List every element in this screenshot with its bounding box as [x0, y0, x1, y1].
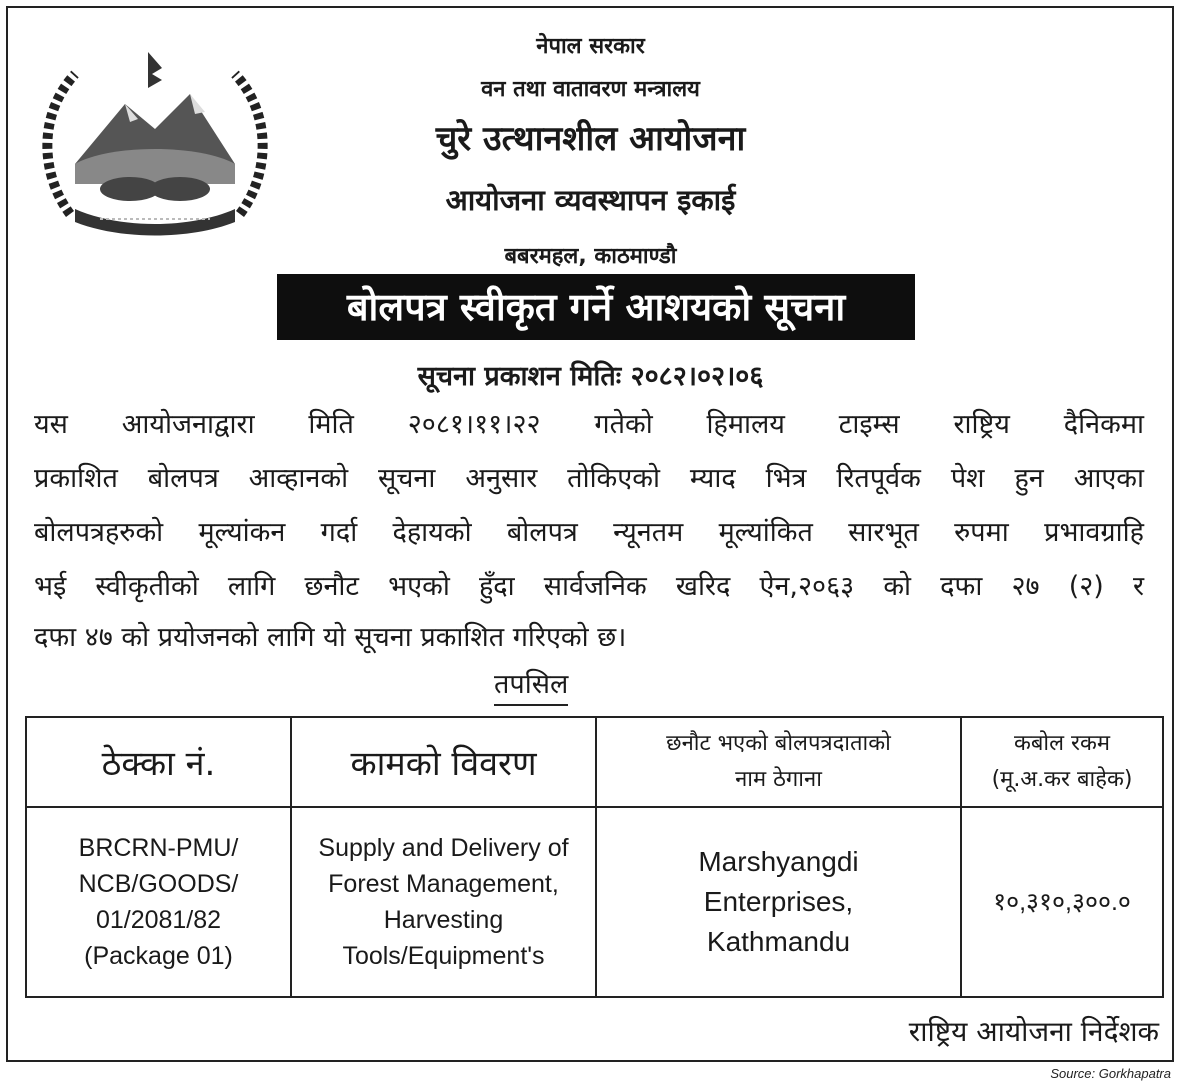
header-amount-line2: (मू.अ.कर बाहेक) — [991, 767, 1133, 792]
body-line: भई स्वीकृतीको लागि छनौट भएको हुँदा सार्वजनिक खरिद ऐन,२०६३ को दफा २७ (२) र — [34, 571, 1144, 602]
notice-title: बोलपत्र स्वीकृत गर्ने आशयको सूचना — [346, 285, 846, 329]
signatory-title: राष्ट्रिय आयोजना निर्देशक — [908, 1015, 1159, 1048]
cell-contract-no — [26, 807, 291, 997]
bidder-line: Enterprises, — [703, 886, 854, 917]
cell-description — [291, 807, 596, 997]
body-line: दफा ४७ को प्रयोजनको लागि यो सूचना प्रकाशित गरिएको छ। — [34, 622, 627, 653]
project-name: चुरे उत्थानशील आयोजना — [435, 119, 746, 159]
body-line: बोलपत्रहरुको मूल्यांकन गर्दा देहायको बोलपत्र न्यूनतम मूल्यांकित सारभूत रुपमा प्रभावग्राहि — [34, 517, 1144, 548]
header-description: कामको विवरण — [291, 717, 596, 807]
body-line: प्रकाशित बोलपत्र आव्हानको सूचना अनुसार तोकिएको म्याद भित्र रितपूर्वक पेश हुन आएका — [34, 463, 1144, 494]
unit-name: आयोजना व्यवस्थापन इकाई — [445, 183, 736, 217]
office-address: बबरमहल, काठमाण्डौ — [504, 244, 677, 269]
bidder-line: Kathmandu — [706, 926, 851, 957]
header-amount-line1: कबोल रकम — [1013, 731, 1111, 756]
description-line: Supply and Delivery of — [318, 834, 569, 862]
description-line: Forest Management, — [328, 870, 559, 898]
description-line: Tools/Equipment's — [342, 942, 545, 970]
award-table — [25, 716, 1164, 998]
body-line: यस आयोजनाद्वारा मिति २०८१।११।२२ गतेको हिमालय टाइम्स राष्ट्रिय दैनिकमा — [34, 409, 1144, 440]
notice-title-bar — [277, 274, 915, 340]
header-contract-no: ठेक्का नं. — [26, 717, 291, 807]
header-bidder — [596, 717, 961, 807]
cell-bidder — [596, 807, 961, 997]
schedule-heading: तपसिल — [494, 666, 568, 706]
cell-amount: १०,३१०,३००.० — [961, 807, 1163, 997]
bidder-line: Marshyangdi — [698, 846, 859, 877]
table-header-row — [26, 717, 1163, 807]
table-row — [26, 807, 1163, 997]
source-credit: Source: Gorkhapatra — [1050, 1066, 1171, 1081]
contract-no-line: (Package 01) — [84, 942, 233, 970]
header-bidder-line1: छनौट भएको बोलपत्रदाताको — [666, 731, 891, 756]
contract-no-line: 01/2081/82 — [95, 906, 222, 934]
ministry-name: वन तथा वातावरण मन्त्रालय — [481, 77, 700, 102]
header-bidder-line2: नाम ठेगाना — [735, 767, 822, 792]
header-amount — [961, 717, 1163, 807]
description-line: Harvesting — [383, 906, 504, 934]
contract-no-line: BRCRN-PMU/ — [78, 834, 239, 862]
contract-no-line: NCB/GOODS/ — [78, 870, 239, 898]
government-name: नेपाल सरकार — [536, 34, 645, 59]
publish-date: सूचना प्रकाशन मितिः २०८२।०२।०६ — [417, 361, 764, 392]
